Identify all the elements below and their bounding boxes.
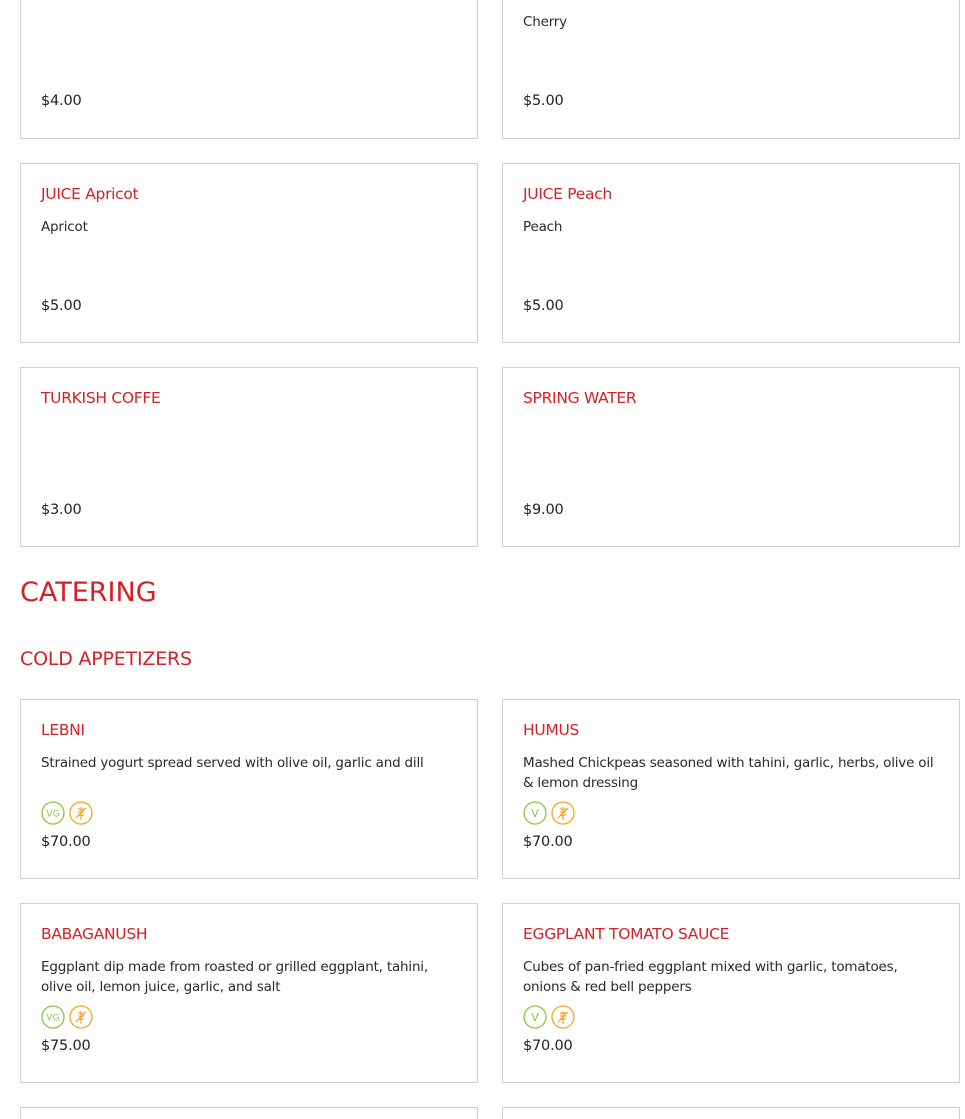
menu-item-card[interactable] — [20, 367, 478, 547]
menu-item-description: Cherry — [523, 14, 567, 30]
dietary-badges — [523, 1005, 575, 1029]
gluten-free-badge-icon — [69, 801, 93, 825]
dietary-badges — [41, 1005, 93, 1029]
menu-item-price: $5.00 — [523, 93, 564, 109]
menu-item-title: EGGPLANT TOMATO SAUCE — [523, 925, 730, 943]
menu-item-card[interactable] — [502, 1107, 960, 1119]
menu-item-card[interactable] — [502, 903, 960, 1083]
menu-item-price: $70.00 — [523, 1038, 573, 1054]
menu-item-description: Strained yogurt spread served with olive oil, garlic and dill — [41, 755, 424, 771]
menu-item-price: $3.00 — [41, 502, 82, 518]
vegetarian-badge-icon — [523, 801, 547, 825]
menu-item-title: SPRING WATER — [523, 389, 637, 407]
vegan-badge-icon — [41, 801, 65, 825]
svg-text:VG: VG — [46, 1013, 60, 1024]
menu-item-price: $4.00 — [41, 93, 82, 109]
menu-item-card[interactable] — [20, 903, 478, 1083]
menu-item-title: JUICE Apricot — [41, 185, 139, 203]
menu-item-price: $70.00 — [41, 834, 91, 850]
menu-item-card[interactable] — [20, 0, 478, 139]
vegetarian-badge-icon — [523, 1005, 547, 1029]
menu-item-title: HUMUS — [523, 721, 580, 739]
menu-item-description: Apricot — [41, 219, 88, 235]
gluten-free-badge-icon — [69, 1005, 93, 1029]
svg-text:V: V — [531, 1011, 539, 1024]
menu-item-description: Mashed Chickpeas seasoned with tahini, garlic, herbs, olive oil & lemon dressing — [523, 755, 934, 791]
menu-item-card[interactable] — [20, 1107, 478, 1119]
dietary-badges — [41, 801, 93, 825]
menu-item-description: Peach — [523, 219, 563, 235]
menu-item-card[interactable] — [20, 699, 478, 879]
menu-item-title: TURKISH COFFE — [41, 389, 161, 407]
dietary-badges — [523, 801, 575, 825]
menu-item-price: $70.00 — [523, 834, 573, 850]
menu-item-card[interactable] — [502, 0, 960, 139]
menu-item-price: $75.00 — [41, 1038, 91, 1054]
gluten-free-badge-icon — [551, 801, 575, 825]
gluten-free-badge-icon — [551, 1005, 575, 1029]
menu-item-price: $9.00 — [523, 502, 564, 518]
svg-text:VG: VG — [46, 809, 60, 820]
menu-item-card[interactable] — [20, 163, 478, 343]
menu-item-card[interactable] — [502, 163, 960, 343]
subsection-title-cold-appetizers: COLD APPETIZERS — [20, 648, 192, 670]
menu-item-description: Cubes of pan-fried eggplant mixed with garlic, tomatoes, onions & red bell peppers — [523, 959, 898, 995]
menu-item-description: Eggplant dip made from roasted or grilled eggplant, tahini, olive oil, lemon juice, garlic, and salt — [41, 959, 428, 995]
section-title-catering: CATERING — [20, 577, 157, 608]
menu-item-title: BABAGANUSH — [41, 925, 148, 943]
menu-item-price: $5.00 — [41, 298, 82, 314]
menu-item-card[interactable] — [502, 367, 960, 547]
svg-text:V: V — [531, 807, 539, 820]
vegan-badge-icon — [41, 1005, 65, 1029]
menu-item-title: JUICE Peach — [523, 185, 612, 203]
menu-item-title: LEBNI — [41, 721, 85, 739]
menu-item-price: $5.00 — [523, 298, 564, 314]
menu-item-card[interactable] — [502, 699, 960, 879]
